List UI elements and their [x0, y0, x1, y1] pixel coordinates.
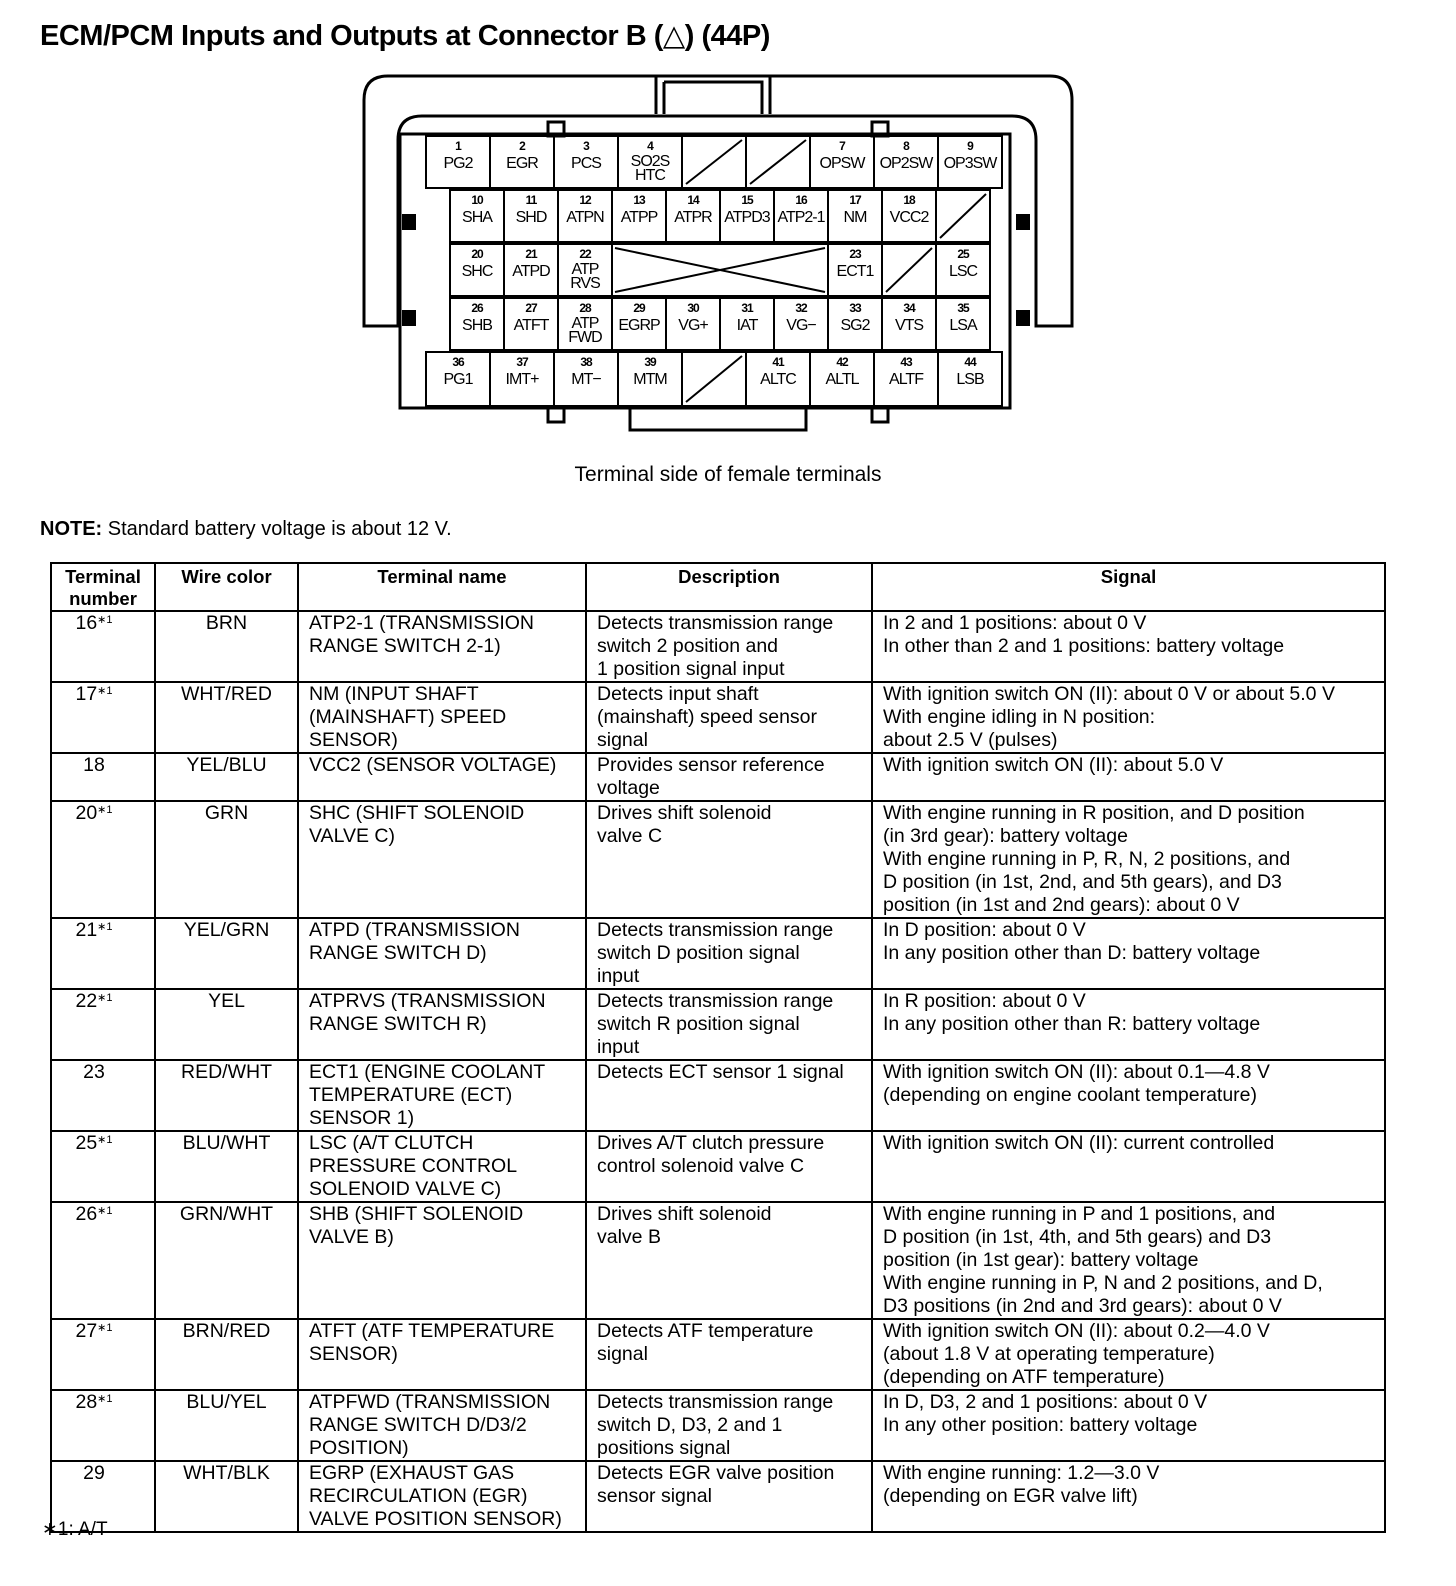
- wire-color-cell: YEL/GRN: [155, 918, 298, 989]
- terminal-name-label: ATPD3: [724, 209, 770, 226]
- wire-color-cell: BLU/YEL: [155, 1390, 298, 1461]
- description-cell: Drives A/T clutch pressure control solenoid valve C: [586, 1131, 872, 1202]
- signal-cell: In D, D3, 2 and 1 positions: about 0 V In any other position: battery voltage: [872, 1390, 1385, 1461]
- terminal-name-label: ATP2-1: [777, 209, 825, 226]
- description-cell: Drives shift solenoid valve B: [586, 1202, 872, 1319]
- terminal-number-cell: $20^{∗1}$: [51, 801, 155, 918]
- terminal-name-label: LSB: [956, 371, 984, 388]
- blank-cavity-mark: [886, 248, 932, 292]
- terminal-number-cell: 18: [51, 753, 155, 801]
- terminal-name-label: PG2: [443, 155, 473, 172]
- table-row: [51, 1390, 1385, 1461]
- terminal-number-cell: $16^{∗1}$: [51, 611, 155, 682]
- page-title: ECM/PCM Inputs and Outputs at Connector B (△) (44P): [40, 20, 770, 52]
- signal-cell: In 2 and 1 positions: about 0 V In other than 2 and 1 positions: battery voltage: [872, 611, 1385, 682]
- header-description: Description: [586, 563, 872, 611]
- terminal-number-label: 34: [903, 301, 915, 315]
- signal-cell: With engine running in P and 1 positions, and D position (in 1st, 4th, and 5th gears) and D3 position (in 1st gear): battery voltage With engine running in P, N and 2 positions, and D, D3 positions (in 2nd and 3rd gears): about 0 V: [872, 1202, 1385, 1319]
- terminal-name-label: RVS: [570, 275, 600, 292]
- signal-cell: With ignition switch ON (II): about 0.1—4.8 V (depending on engine coolant temperature): [872, 1060, 1385, 1131]
- header-terminal-name: Terminal name: [298, 563, 586, 611]
- terminal-number-label: 2: [519, 139, 525, 153]
- terminal-number-label: 36: [452, 355, 464, 369]
- terminal-name-label: OP3SW: [943, 155, 997, 172]
- table-row: [51, 1319, 1385, 1390]
- header-terminal-number: Terminal number: [51, 563, 155, 611]
- terminal-number-cell: $22^{∗1}$: [51, 989, 155, 1060]
- terminal-name-label: OP2SW: [879, 155, 933, 172]
- terminal-number-label: 7: [839, 139, 845, 153]
- wire-color-cell: GRN: [155, 801, 298, 918]
- terminal-number-label: 22: [579, 247, 591, 261]
- table-row: [51, 682, 1385, 753]
- terminal-number-cell: $28^{∗1}$: [51, 1390, 155, 1461]
- terminal-name-label: ECT1: [836, 263, 874, 280]
- table-row: [51, 611, 1385, 682]
- terminal-name-cell: SHC (SHIFT SOLENOID VALVE C): [298, 801, 586, 918]
- terminal-number-label: 4: [647, 139, 653, 153]
- wire-color-cell: RED/WHT: [155, 1060, 298, 1131]
- signal-cell: With ignition switch ON (II): about 0 V or about 5.0 V With engine idling in N position: about 2.5 V (pulses): [872, 682, 1385, 753]
- footnote-marker: ∗1: [97, 1134, 113, 1146]
- terminal-name-label: SHC: [461, 263, 493, 280]
- terminal-name-label: MTM: [633, 371, 667, 388]
- table-row: [51, 753, 1385, 801]
- terminal-number-label: 26: [471, 301, 483, 315]
- description-cell: Detects EGR valve position sensor signal: [586, 1461, 872, 1532]
- description-cell: Drives shift solenoid valve C: [586, 801, 872, 918]
- terminal-number-cell: 23: [51, 1060, 155, 1131]
- terminal-number-cell: $26^{∗1}$: [51, 1202, 155, 1319]
- terminal-number-label: 37: [516, 355, 528, 369]
- terminal-name-label: ATPR: [674, 209, 712, 226]
- terminal-name-cell: ATFT (ATF TEMPERATURE SENSOR): [298, 1319, 586, 1390]
- signal-cell: With engine running: 1.2—3.0 V (depending on EGR valve lift): [872, 1461, 1385, 1532]
- terminal-name-label: ALTC: [760, 371, 796, 388]
- terminal-number-label: 15: [741, 193, 753, 207]
- terminal-name-label: ALTL: [825, 371, 859, 388]
- terminal-name-cell: SHB (SHIFT SOLENOID VALVE B): [298, 1202, 586, 1319]
- table-row: [51, 1131, 1385, 1202]
- table-row: [51, 1202, 1385, 1319]
- terminal-name-cell: ATPFWD (TRANSMISSION RANGE SWITCH D/D3/2 POSITION): [298, 1390, 586, 1461]
- terminal-name-cell: VCC2 (SENSOR VOLTAGE): [298, 753, 586, 801]
- terminal-number-cell: $17^{∗1}$: [51, 682, 155, 753]
- wire-color-cell: WHT/RED: [155, 682, 298, 753]
- blank-cavity-mark: [750, 140, 806, 184]
- terminal-name-cell: ATPRVS (TRANSMISSION RANGE SWITCH R): [298, 989, 586, 1060]
- terminal-number-label: 29: [633, 301, 645, 315]
- table-row: [51, 801, 1385, 918]
- terminal-name-label: ATP: [571, 315, 599, 332]
- description-cell: Detects transmission range switch 2 position and 1 position signal input: [586, 611, 872, 682]
- terminal-number-label: 39: [644, 355, 656, 369]
- terminal-number-label: 11: [525, 193, 537, 207]
- terminal-name-label: ALTF: [889, 371, 923, 388]
- terminal-name-label: EGRP: [618, 317, 660, 334]
- wire-color-cell: YEL: [155, 989, 298, 1060]
- terminal-number-label: 1: [455, 139, 461, 153]
- terminal-number-label: 32: [795, 301, 807, 315]
- terminal-number-label: 33: [849, 301, 861, 315]
- description-cell: Detects transmission range switch D position signal input: [586, 918, 872, 989]
- wire-color-cell: BLU/WHT: [155, 1131, 298, 1202]
- terminal-name-cell: ATP2-1 (TRANSMISSION RANGE SWITCH 2-1): [298, 611, 586, 682]
- signal-cell: In D position: about 0 V In any position other than D: battery voltage: [872, 918, 1385, 989]
- description-cell: Detects ATF temperature signal: [586, 1319, 872, 1390]
- triangle-symbol: △: [662, 20, 685, 52]
- blank-cavity-mark: [686, 140, 742, 184]
- diagram-caption: Terminal side of female terminals: [574, 463, 882, 486]
- signal-cell: With ignition switch ON (II): about 0.2—4.0 V (about 1.8 V at operating temperature) (depending on ATF temperature): [872, 1319, 1385, 1390]
- terminal-name-label: ATPD: [512, 263, 550, 280]
- wire-color-cell: YEL/BLU: [155, 753, 298, 801]
- footnote-marker: ∗1: [97, 804, 113, 816]
- description-cell: Detects ECT sensor 1 signal: [586, 1060, 872, 1131]
- terminal-number-label: 42: [836, 355, 848, 369]
- table-row: [51, 1461, 1385, 1532]
- terminal-name-label: ATPP: [620, 209, 658, 226]
- terminal-number-cell: $25^{∗1}$: [51, 1131, 155, 1202]
- terminal-name-label: SHA: [462, 209, 492, 226]
- terminal-number-label: 35: [957, 301, 969, 315]
- terminal-number-cell: $27^{∗1}$: [51, 1319, 155, 1390]
- terminal-number-label: 31: [741, 301, 753, 315]
- connector-diagram: [360, 70, 1080, 440]
- footnote-marker: ∗1: [97, 992, 113, 1004]
- terminal-name-cell: EGRP (EXHAUST GAS RECIRCULATION (EGR) VALVE POSITION SENSOR): [298, 1461, 586, 1532]
- terminal-number-cell: $21^{∗1}$: [51, 918, 155, 989]
- terminal-number-label: 18: [903, 193, 915, 207]
- terminal-name-cell: LSC (A/T CLUTCH PRESSURE CONTROL SOLENOID VALVE C): [298, 1131, 586, 1202]
- terminal-number-label: 16: [795, 193, 807, 207]
- terminal-number-label: 27: [525, 301, 537, 315]
- terminal-name-label: ATPN: [566, 209, 604, 226]
- terminal-name-label: LSC: [948, 263, 978, 280]
- terminal-name-label: EGR: [506, 155, 538, 172]
- terminal-number-label: 3: [583, 139, 589, 153]
- footnote-marker: ∗1: [97, 921, 113, 933]
- terminal-number-label: 9: [967, 139, 973, 153]
- terminal-number-label: 8: [903, 139, 909, 153]
- terminal-name-label: VG−: [786, 317, 816, 334]
- terminal-number-cell: 29: [51, 1461, 155, 1532]
- footnote-marker: ∗1: [97, 614, 113, 626]
- table-row: [51, 1060, 1385, 1131]
- signal-cell: With engine running in R position, and D position (in 3rd gear): battery voltage With engine running in P, R, N, 2 positions, and D position (in 1st, 2nd, and 5th gears), and D3 position (in 1st and 2nd gears): about 0 V: [872, 801, 1385, 918]
- terminal-name-label: SHD: [515, 209, 547, 226]
- table-row: [51, 918, 1385, 989]
- terminal-name-label: VCC2: [889, 209, 929, 226]
- description-cell: Detects transmission range switch R position signal input: [586, 989, 872, 1060]
- wire-color-cell: GRN/WHT: [155, 1202, 298, 1319]
- terminal-number-label: 10: [471, 193, 483, 207]
- terminal-name-label: PCS: [571, 155, 601, 172]
- terminal-name-label: PG1: [443, 371, 473, 388]
- wire-color-cell: WHT/BLK: [155, 1461, 298, 1532]
- terminal-number-label: 14: [687, 193, 699, 207]
- terminal-name-cell: ECT1 (ENGINE COOLANT TEMPERATURE (ECT) SENSOR 1): [298, 1060, 586, 1131]
- blank-cavity-mark: [686, 356, 742, 402]
- table-header-row: [51, 563, 1385, 611]
- terminal-number-label: 23: [849, 247, 861, 261]
- terminal-number-label: 30: [687, 301, 699, 315]
- terminal-number-label: 43: [900, 355, 912, 369]
- terminal-name-label: MT−: [571, 371, 601, 388]
- signal-cell: With ignition switch ON (II): current controlled: [872, 1131, 1385, 1202]
- terminal-number-label: 44: [964, 355, 976, 369]
- footnote-marker: ∗1: [97, 1322, 113, 1334]
- terminal-number-label: 25: [957, 247, 969, 261]
- terminal-name-label: HTC: [635, 167, 665, 184]
- terminal-number-label: 28: [579, 301, 591, 315]
- terminal-name-cell: ATPD (TRANSMISSION RANGE SWITCH D): [298, 918, 586, 989]
- terminal-name-label: SO2S: [630, 153, 670, 170]
- terminal-name-label: VG+: [678, 317, 708, 334]
- terminal-name-label: SG2: [840, 317, 870, 334]
- terminal-number-label: 17: [849, 193, 861, 207]
- terminal-name-label: LSA: [949, 317, 977, 334]
- terminal-number-label: 21: [525, 247, 537, 261]
- terminal-number-label: 13: [633, 193, 645, 207]
- terminal-name-label: FWD: [568, 329, 602, 346]
- blank-cavity-mark: [940, 194, 986, 238]
- signal-cell: In R position: about 0 V In any position other than R: battery voltage: [872, 989, 1385, 1060]
- terminal-name-label: ATP: [571, 261, 599, 278]
- terminal-number-label: 41: [772, 355, 784, 369]
- header-signal: Signal: [872, 563, 1385, 611]
- signal-cell: With ignition switch ON (II): about 5.0 V: [872, 753, 1385, 801]
- terminal-name-label: VTS: [894, 317, 924, 334]
- terminal-number-label: 20: [471, 247, 483, 261]
- wire-color-cell: BRN/RED: [155, 1319, 298, 1390]
- io-table: [50, 562, 1386, 1533]
- footnote-marker: ∗1: [97, 685, 113, 697]
- terminal-number-label: 38: [580, 355, 592, 369]
- terminal-number-label: 12: [579, 193, 591, 207]
- note: NOTE: Standard battery voltage is about 12 V.: [40, 518, 452, 540]
- terminal-name-label: IMT+: [505, 371, 539, 388]
- wire-color-cell: BRN: [155, 611, 298, 682]
- footnote: ∗1: A/T: [42, 1519, 108, 1540]
- terminal-name-label: ATFT: [513, 317, 549, 334]
- terminal-name-label: OPSW: [819, 155, 865, 172]
- description-cell: Provides sensor reference voltage: [586, 753, 872, 801]
- terminal-name-label: IAT: [736, 317, 758, 334]
- header-wire-color: Wire color: [155, 563, 298, 611]
- description-cell: Detects input shaft (mainshaft) speed sensor signal: [586, 682, 872, 753]
- description-cell: Detects transmission range switch D, D3, 2 and 1 positions signal: [586, 1390, 872, 1461]
- terminal-name-label: NM: [843, 209, 867, 226]
- table-row: [51, 989, 1385, 1060]
- footnote-marker: ∗1: [97, 1205, 113, 1217]
- terminal-name-cell: NM (INPUT SHAFT (MAINSHAFT) SPEED SENSOR): [298, 682, 586, 753]
- footnote-marker: ∗1: [97, 1393, 113, 1405]
- terminal-name-label: SHB: [462, 317, 492, 334]
